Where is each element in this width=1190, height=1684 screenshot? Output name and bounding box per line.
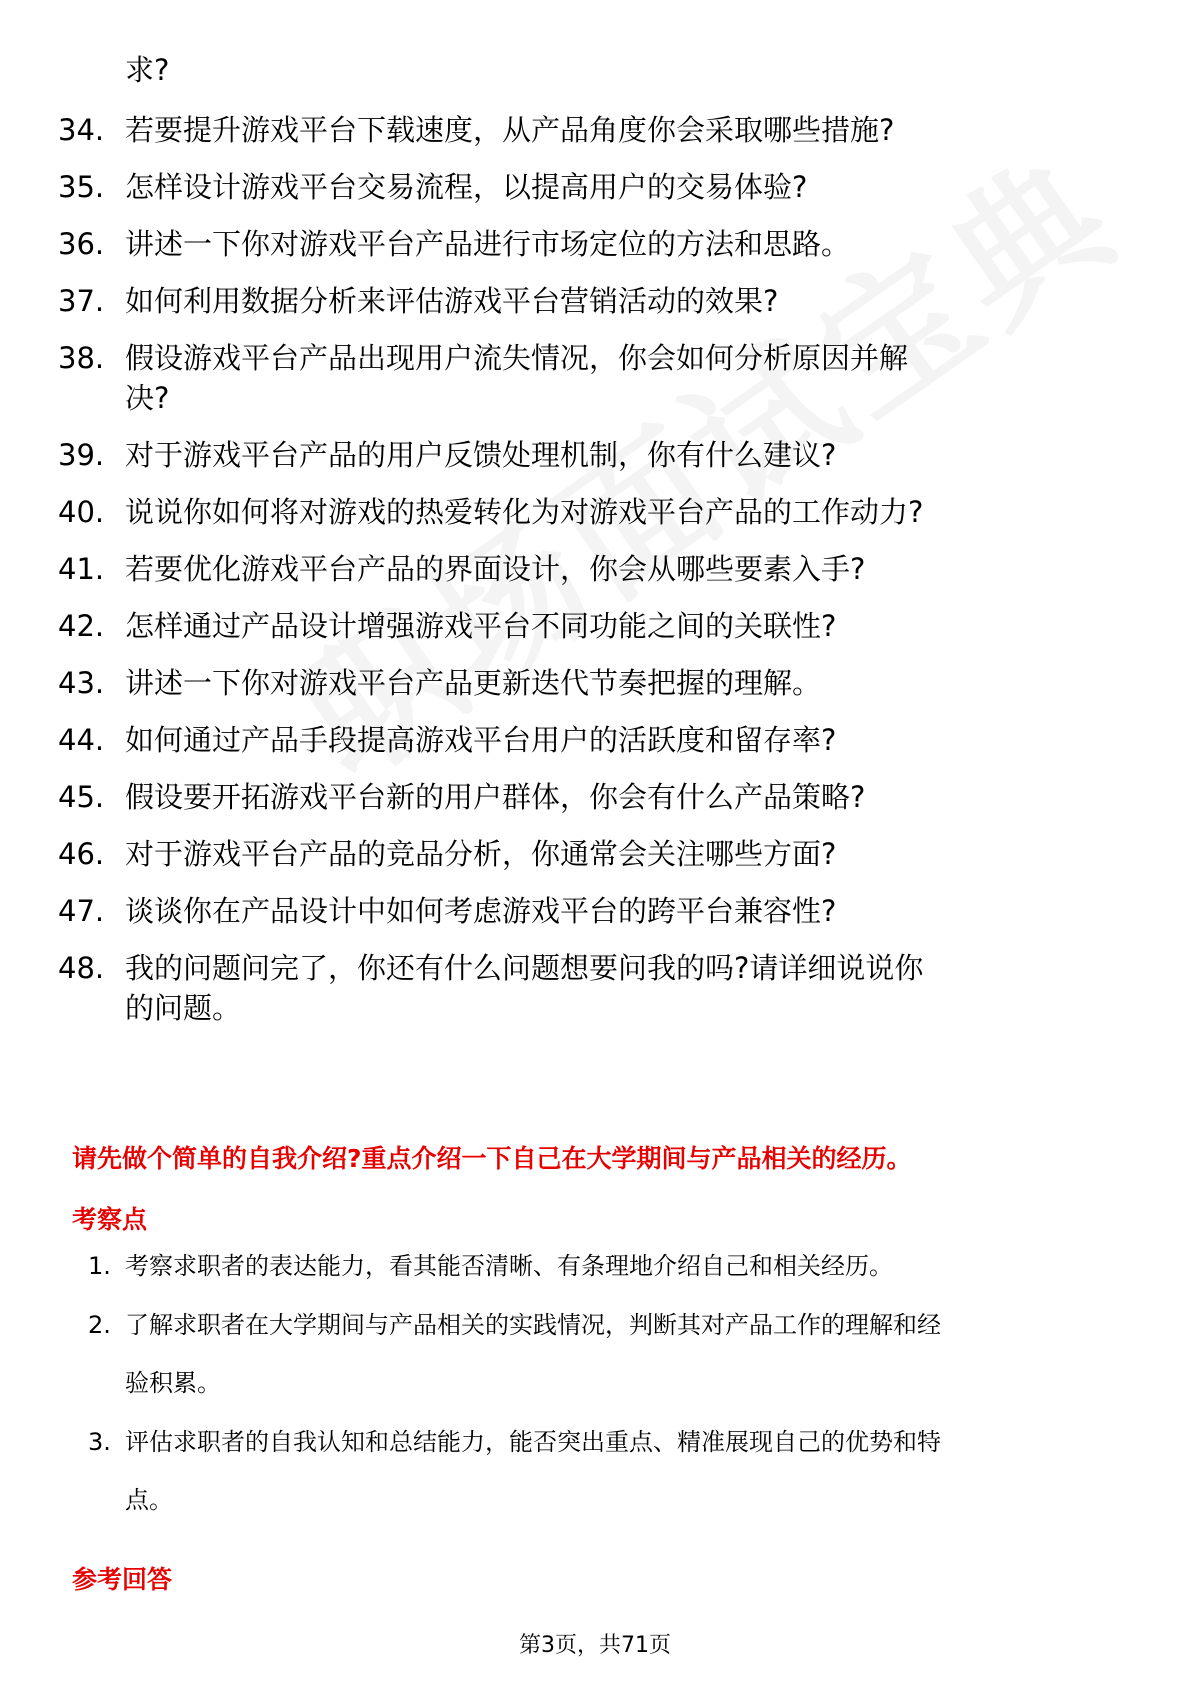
question-number: 34.: [58, 113, 105, 147]
question-text: 如何通过产品手段提高游戏平台用户的活跃度和留存率?: [125, 723, 837, 757]
question-number: 36.: [58, 227, 105, 261]
question-text: 对于游戏平台产品的竞品分析，你通常会关注哪些方面?: [125, 837, 837, 871]
question-number: 39.: [58, 438, 105, 472]
question-text: 谈谈你在产品设计中如何考虑游戏平台的跨平台兼容性?: [125, 894, 837, 928]
question-number: 38.: [58, 341, 105, 375]
question-text: 怎样通过产品设计增强游戏平台不同功能之间的关联性?: [125, 609, 837, 643]
point-number: 3.: [88, 1428, 111, 1456]
question-text: 讲述一下你对游戏平台产品更新迭代节奏把握的理解。: [125, 666, 822, 700]
point-text-line: 验积累。: [125, 1369, 221, 1397]
point-number: 1.: [88, 1252, 111, 1280]
question-number: 37.: [58, 284, 105, 318]
question-number: 44.: [58, 723, 105, 757]
question-text: 假设要开拓游戏平台新的用户群体，你会有什么产品策略?: [125, 780, 866, 814]
question-text-line: 的问题。: [125, 991, 242, 1025]
highlighted-question: 请先做个简单的自我介绍?重点介绍一下自己在大学期间与产品相关的经历。: [72, 1144, 912, 1173]
question-number: 42.: [58, 609, 105, 643]
question-text: 假设游戏平台产品出现用户流失情况，你会如何分析原因并解: [125, 341, 909, 375]
point-number: 2.: [88, 1311, 111, 1339]
point-text: 了解求职者在大学期间与产品相关的实践情况，判断其对产品工作的理解和经: [125, 1311, 941, 1339]
question-number: 40.: [58, 495, 105, 529]
question-text: 我的问题问完了，你还有什么问题想要问我的吗?请详细说说你: [125, 951, 924, 985]
question-number: 46.: [58, 837, 105, 871]
question-text-line: 决?: [125, 381, 170, 415]
point-text: 考察求职者的表达能力，看其能否清晰、有条理地介绍自己和相关经历。: [125, 1252, 893, 1280]
question-text: 说说你如何将对游戏的热爱转化为对游戏平台产品的工作动力?: [125, 495, 924, 529]
question-text: 若要提升游戏平台下载速度，从产品角度你会采取哪些措施?: [125, 113, 895, 147]
points-heading: 考察点: [72, 1205, 148, 1234]
answer-heading: 参考回答: [72, 1565, 173, 1594]
page-number: 第3页，共71页: [519, 1633, 671, 1658]
question-number: 45.: [58, 780, 105, 814]
question-number: 41.: [58, 552, 105, 586]
question-number: 48.: [58, 951, 105, 985]
question-number: 47.: [58, 894, 105, 928]
question-number: 35.: [58, 170, 105, 204]
point-text: 评估求职者的自我认知和总结能力，能否突出重点、精准展现自己的优势和特: [125, 1428, 941, 1456]
question-text: 怎样设计游戏平台交易流程，以提高用户的交易体验?: [125, 170, 808, 204]
point-text-line: 点。: [125, 1486, 173, 1514]
question-text: 讲述一下你对游戏平台产品进行市场定位的方法和思路。: [125, 227, 851, 261]
question-text: 对于游戏平台产品的用户反馈处理机制，你有什么建议?: [125, 438, 837, 472]
question-number: 43.: [58, 666, 105, 700]
question-text-line: 求?: [125, 53, 170, 87]
question-text: 若要优化游戏平台产品的界面设计，你会从哪些要素入手?: [125, 552, 866, 586]
question-text: 如何利用数据分析来评估游戏平台营销活动的效果?: [125, 284, 779, 318]
